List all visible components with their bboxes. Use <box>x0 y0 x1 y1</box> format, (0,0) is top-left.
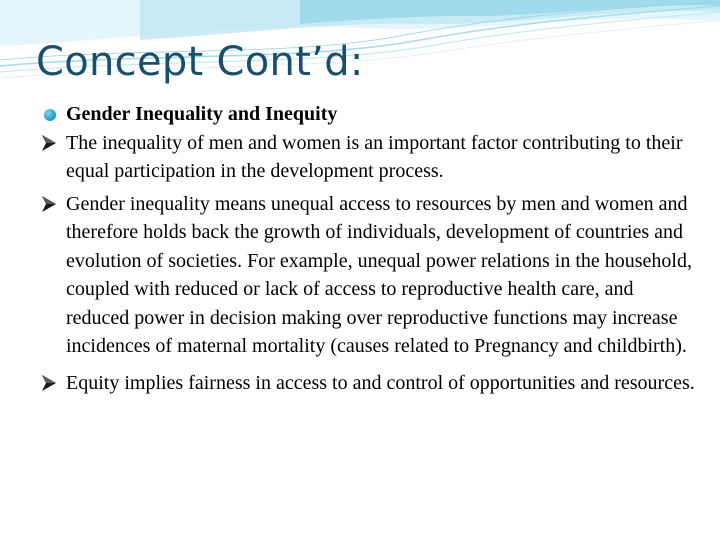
arrow-bullet-icon <box>40 190 64 218</box>
bullet-text: The inequality of men and women is an important factor contributing to their equal participation in the development process. <box>66 131 683 182</box>
bullet-item <box>40 129 700 186</box>
bullet-text: Gender inequality means unequal access to resources by men and women and therefore holds back the growth of individuals, development of countries and evolution of societies. For example, unequal power relations in the household, coupled with reduced or lack of access to reproductive health care, and reduced power in decision making over reproductive functions may increase incidences of maternal mortality (causes related to Pregnancy and childbirth). <box>66 192 692 357</box>
bullet-text: Equity implies fairness in access to and control of opportunities and resources. <box>66 371 695 394</box>
bullet-item <box>40 369 700 398</box>
slide-title: Concept Cont’d: <box>36 39 364 85</box>
bullet-item <box>40 190 700 361</box>
arrow-bullet-icon <box>40 369 64 397</box>
slide-content <box>40 100 700 397</box>
bullet-heading-text: Gender Inequality and Inequity <box>66 103 338 125</box>
arrow-bullet-icon <box>40 129 64 157</box>
circle-bullet-icon <box>40 100 64 128</box>
bullet-heading <box>40 100 700 129</box>
